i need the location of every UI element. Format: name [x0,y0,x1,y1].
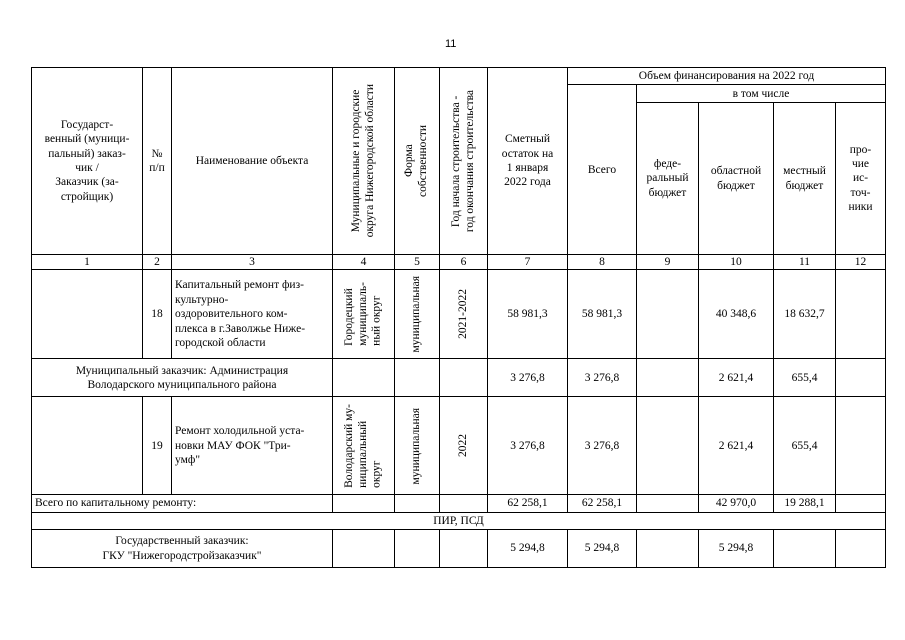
row19-municipality [333,397,395,495]
empty-cell [333,495,395,512]
row19-balance: 3 276,8 [488,397,568,495]
header-funding-volume: Объем финансирования на 2022 год [568,68,886,85]
row19-municipality-text: Володарский му- ниципальный округ [342,403,383,488]
total-capital-local: 19 288,1 [774,495,836,512]
header-customer: Государст- венный (муници- пальный) заказ- чик / Заказчик (за- стройщик) [32,68,143,255]
empty-cell [333,359,395,397]
empty-cell [333,530,395,568]
empty-cell [836,530,886,568]
empty-cell [637,530,699,568]
customer-row [32,530,886,568]
empty-cell [440,495,488,512]
page-number: 11 [445,38,457,50]
row18-total: 58 981,3 [568,270,637,359]
row18-federal [637,270,699,359]
customer-volodarsky-total: 3 276,8 [568,359,637,397]
column-number: 12 [836,255,886,270]
empty-cell [395,359,440,397]
column-number: 11 [774,255,836,270]
row18-municipality [333,270,395,359]
row19-local: 655,4 [774,397,836,495]
total-row [32,495,886,512]
header-other: про- чие ис- точ- ники [836,103,886,255]
empty-cell [395,530,440,568]
header-years-text: Год начала строительства - год окончания строительства [449,89,476,233]
row18-local: 18 632,7 [774,270,836,359]
header-ownership-text: Форма собственности [403,125,429,197]
total-capital-regional: 42 970,0 [699,495,774,512]
row19-other [836,397,886,495]
header-local: местный бюджет [774,103,836,255]
header-including: в том числе [637,85,886,103]
header-ownership [395,68,440,255]
empty-cell [836,495,886,512]
table-row [32,270,886,359]
row19-years [440,397,488,495]
header-regional: областной бюджет [699,103,774,255]
section-row [32,512,886,529]
empty-cell [395,495,440,512]
column-number: 4 [333,255,395,270]
column-number: 3 [172,255,333,270]
column-number: 2 [143,255,172,270]
row18-num: 18 [143,270,172,359]
row18-other [836,270,886,359]
column-number: 10 [699,255,774,270]
empty-cell [836,359,886,397]
header-municipality-text: Муниципальные и городские округа Нижегородской области [349,84,376,238]
customer-gku-label: Государственный заказчик: ГКУ "Нижегородстройзаказчик" [32,530,333,568]
financing-table [31,67,886,568]
customer-gku-balance: 5 294,8 [488,530,568,568]
row19-customer [32,397,143,495]
header-municipality [333,68,395,255]
row19-ownership-text: муниципальная [410,407,423,485]
customer-gku-total: 5 294,8 [568,530,637,568]
row19-regional: 2 621,4 [699,397,774,495]
column-number: 6 [440,255,488,270]
empty-cell [637,495,699,512]
header-total: Всего [568,85,637,255]
header-federal: феде- ральный бюджет [637,103,699,255]
empty-cell [774,530,836,568]
row18-ownership-text: муниципальная [410,276,423,353]
row19-total: 3 276,8 [568,397,637,495]
customer-gku-regional: 5 294,8 [699,530,774,568]
section-pir-label: ПИР, ПСД [32,512,886,529]
header-years [440,68,488,255]
column-number: 9 [637,255,699,270]
row19-name: Ремонт холодильной уста- новки МАУ ФОК "Три- умф" [172,397,333,495]
empty-cell [440,530,488,568]
row19-years-text: 2022 [456,434,469,458]
header-balance: Сметный остаток на 1 января 2022 года [488,68,568,255]
customer-row [32,359,886,397]
column-number-row [32,255,886,270]
column-number: 5 [395,255,440,270]
row18-municipality-text: Городецкий муниципаль- ный округ [342,282,383,347]
header-row [32,68,886,85]
total-capital-label: Всего по капитальному ремонту: [32,495,333,512]
total-capital-total: 62 258,1 [568,495,637,512]
empty-cell [637,359,699,397]
header-number: № п/п [143,68,172,255]
total-capital-balance: 62 258,1 [488,495,568,512]
row18-years-text: 2021-2022 [456,289,469,340]
table-row [32,397,886,495]
row19-federal [637,397,699,495]
row18-years [440,270,488,359]
empty-cell [440,359,488,397]
row18-ownership [395,270,440,359]
customer-volodarsky-regional: 2 621,4 [699,359,774,397]
customer-volodarsky-balance: 3 276,8 [488,359,568,397]
row18-balance: 58 981,3 [488,270,568,359]
row18-customer [32,270,143,359]
column-number: 7 [488,255,568,270]
column-number: 8 [568,255,637,270]
customer-volodarsky-local: 655,4 [774,359,836,397]
header-object-name: Наименование объекта [172,68,333,255]
row19-ownership [395,397,440,495]
column-number: 1 [32,255,143,270]
row18-regional: 40 348,6 [699,270,774,359]
row19-num: 19 [143,397,172,495]
row18-name: Капитальный ремонт физ- культурно- оздоровительного ком- плекса в г.Заволжье Ниже- городской области [172,270,333,359]
customer-volodarsky-label: Муниципальный заказчик: Администрация Володарского муниципального района [32,359,333,397]
